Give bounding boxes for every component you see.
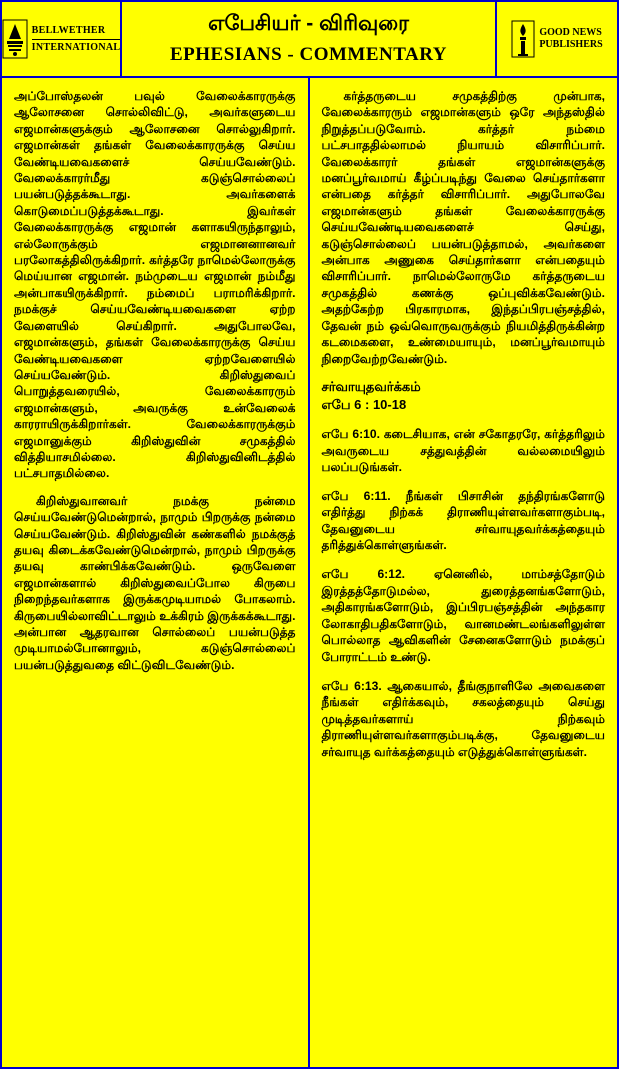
section-heading-reference: எபே 6 : 10-18	[321, 396, 407, 412]
verse-text: எபே 6:11. நீங்கள் பிசாசின் தந்திரங்களோடு எதிர்த்து நிற்கக் திராணியுள்ளவர்களாகும்படி, தேவனுடைய சர்வாயுதவர்க்கத்தையும் தரித்துக்கொள்ளுங்கள்.	[321, 488, 605, 553]
logo-line-1: BELLWETHER	[31, 25, 106, 36]
bell-emblem-icon	[2, 19, 28, 59]
verse-text: எபே 6:13. ஆகையால், தீங்குநாளிலே அவைகளை நீங்கள் எதிர்க்கவும், சகலத்தையும் செய்து முடித்தவர்களாய் நிற்கவும் திராணியுள்ளவர்களாகும்படிக்கு, தேவனுடைய சர்வாயுத வர்க்கத்தையும் எடுத்துக்கொள்ளுங்கள்.	[321, 678, 605, 759]
right-column	[310, 78, 618, 1067]
paragraph: கர்த்தருடைய சமுகத்திற்கு முன்பாக, வேலைக்காரரும் எஜமான்களும் ஒரே அந்தஸ்தில் நிறுத்தப்படுவோம். கர்த்தர் நம்மை பட்சபாததில்லாமல் நியாயம் விசாரிப்பார். வேலைக்காரர் தங்கள் எஜமான்களுக்கு மனப்பூர்வமாய் கீழ்ப்படிந்து வேலை செய்தார்களா என்பதை கர்த்தர் விசாரிப்பார். அதுபோலவே எஜமான்களும் தங்கள் வேலைக்காரருக்கு செய்யவேண்டியவைகளைச் செய்து, கடுஞ்சொல்லைப் பயன்படுத்தாமல், அவர்களை அன்பாக அணுகை செய்தார்களா என்பதையும் விசாரிப்பார். நாமெல்லோருமே கர்த்தருடைய சமுகத்தில் கணக்கு ஒப்புவிக்கவேண்டும். அதற்கேற்ற பிரகாரமாக, இந்தப்பிரபஞ்சத்தில், தேவன் நம் ஒவ்வொருவருக்கும் நியமித்திருக்கின்ற கடமைகளை, உண்மையாயும், மனப்பூர்வமாயும் நிறைவேற்றவேண்டும்.	[321, 89, 605, 366]
section-heading-title: சர்வாயுதவர்க்கம்	[321, 378, 421, 394]
logo-divider	[32, 39, 121, 40]
page-title	[122, 2, 495, 76]
torch-emblem-icon	[511, 20, 535, 58]
verse-text: எபே 6:10. கடைசியாக, என் சகோதரரே, கர்த்தரிலும் அவருடைய சத்துவத்தின் வல்லமையிலும் பலப்படுங்கள்.	[321, 426, 605, 475]
publisher-line-2: PUBLISHERS	[539, 39, 603, 50]
title-english: EPHESIANS - COMMENTARY	[169, 44, 448, 65]
paragraph: அப்போஸ்தலன் பவுல் வேலைக்காரருக்கு ஆலோசனை சொல்லிவிட்டு, அவர்களுடைய எஜமான்களுக்கும் ஆலோசனை சொல்லுகிறார். எஜமான்கள் தங்கள் வேலைக்காரருக்கு செய்ய வேண்டியவைகளைச் செய்யவேண்டும். வேலைக்காரர்மீது கடுஞ்சொல்லைப் பயன்படுத்தக்கூடாது. அவர்களைக் கொடுமைப்படுத்தக்கூடாது. இவர்கள் வேலைக்காரருக்கு எஜமான் களாகயிருந்தாலும், எல்லோருக்கும் எஜமானனானவர் பரலோகத்திலிருக்கிறார். கர்த்தரே நாமெல்லோருக்கு மெய்யான எஜமான். நம்முடைய எஜமான் நம்மீது அன்பாகயிருக்கிறார். நம்மைப் பராமரிக்கிறார். நமக்குச் செய்யவேண்டியவைகளை ஏற்ற வேளையில் செய்கிறார். அதுபோலவே, எஜமான்களும், தங்கள் வேலைக்காரருக்கு செய்ய வேண்டியவைகளை ஏற்றவேளையில் செய்யவேண்டும். கிறிஸ்துவைப் பொறுத்தவரையில், வேலைக்காரரும் எஜமான்களும், அவருக்கு உன்வேலைக் காரராயிருக்கிறார்கள். வேலைக்காரருக்கும் எஜமானுக்கும் கிறிஸ்துவின் சமுகத்தில் வித்தியாசமில்லை. கிறிஸ்துவினிடத்தில் பட்சபாதமில்லை.	[14, 89, 296, 481]
publisher-line-1: GOOD NEWS	[539, 27, 602, 38]
paragraph: கிறிஸ்துவானவர் நமக்கு நன்மை செய்யவேண்டுமென்றால், நாமும் பிறருக்கு நன்மை செய்யவேண்டும். கிறிஸ்துவின் கண்களில் நமக்குத் தயவு கிடைக்கவேண்டுமென்றால், நாமும் பிறருக்கு தயவு காண்பிக்கவேண்டும். ஒருவேளை எஜமான்களால் கிறிஸ்துவைப்போல கிருபை நிறைந்தவர்களாக இருக்கமுடியாமல் போகலாம். கிருபையில்லாவிட்டாலும் உக்கிரம் இருக்கக்கூடாது. அன்பான ஆதரவான சொல்லைப் பயன்படுத்த முடியாமல்போனாலும், கடுஞ்சொல்லைப் பயன்படுத்துவதை விட்டுவிடவேண்டும்.	[14, 493, 296, 672]
good-news-publishers-logo	[495, 2, 617, 76]
logo-line-2: INTERNATIONAL	[31, 41, 121, 53]
bellwether-international-logo	[2, 2, 122, 76]
document-body	[2, 78, 617, 1067]
left-column	[2, 78, 310, 1067]
verse-text: எபே 6:12. ஏனெனில், மாம்சத்தோடும் இரத்தத்தோடுமல்ல, துரைத்தனங்களோடும், அதிகாரங்களோடும், இப்பிரபஞ்சத்தின் அந்தகார லோகாதிபதிகளோடும், வானமண்டலங்களிலுள்ள பொல்லாத ஆவிகளின் சேனைகளோடும் நமக்குப் போராட்டம் உண்டு.	[321, 567, 605, 665]
section-heading	[322, 378, 606, 414]
title-tamil: எபேசியர் - விரிவுரை	[208, 12, 409, 35]
document-header	[2, 2, 617, 78]
